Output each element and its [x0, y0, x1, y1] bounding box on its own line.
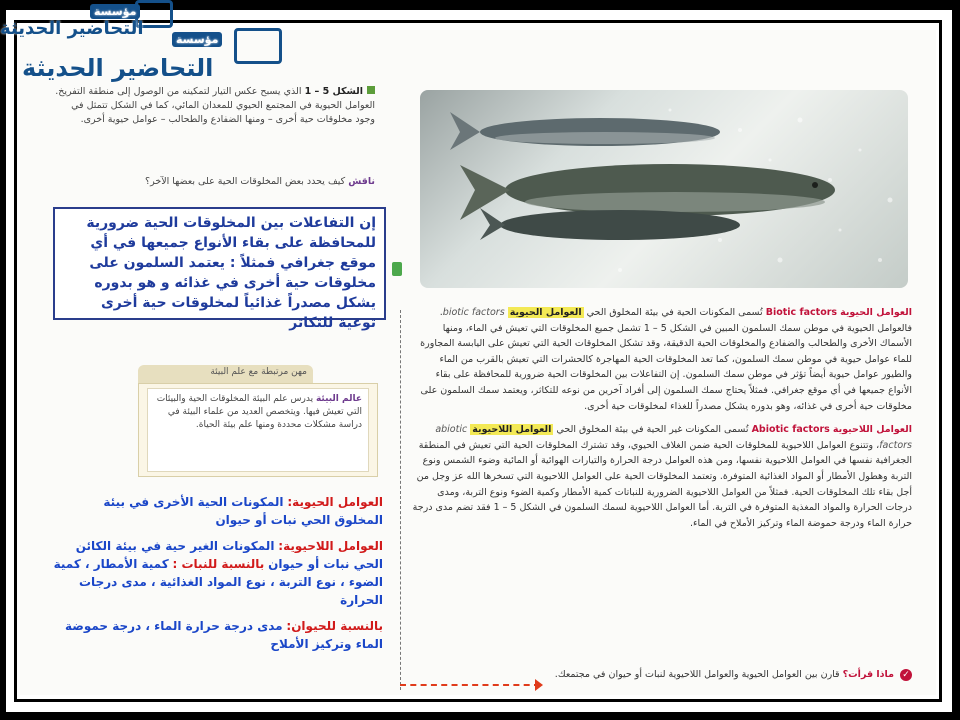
figure-question: [55, 175, 375, 189]
biotic-text-1: تُسمى المكونات الحية في بيئة المخلوق الحي: [586, 307, 763, 318]
note-animal-text: مدى درجة حرارة الماء ، درجة حموضة الماء وتركيز الأملاح: [64, 619, 383, 651]
salmon-photo: [420, 90, 908, 288]
abiotic-text-1: تُسمى المكونات غير الحية في بيئة المخلوق الحي: [556, 424, 749, 436]
logo-org-word: مؤسسة: [90, 4, 140, 19]
cart-icon: [234, 28, 282, 64]
figure-caption-line2: العوامل الحيوية في المجتمع الحيوي للمعدان: [202, 100, 375, 111]
figure-caption-line3: المائي، كما في الشكل تتمثل في وجود مخلوقات حية أخرى – ومنها الضفادع والطحالب – عوامل حيوية أخرى.: [71, 100, 375, 125]
biotic-en-inline: biotic factors: [442, 307, 505, 318]
logo-name: التحاضير الحديثة: [0, 18, 144, 39]
career-card-text: يدرس علم البيئة المخلوقات الحية والبيئات التي تعيش فيها. ويتخصص العديد من علماء البيئة في دراسة مشكلات محددة ومنها علم بيئة الحياة.: [156, 394, 362, 430]
figure-question-text: كيف يحدد بعض المخلوقات الحية على بعضها الآخر؟: [145, 176, 346, 187]
page-marker-icon: [392, 262, 402, 276]
figure-caption-line1: الذي يسبح عكس التيار لتمكينه من الوصول إلى منطقة التفريخ.: [55, 86, 302, 97]
logo-org-word: مؤسسة: [172, 32, 222, 47]
biotic-text-2: . فالعوامل الحيوية في موطن سمك السلمون المبين في الشكل 5 – 1 تشمل جميع المخلوقات التي تعيش في الماء، ومنها الأسماك الأخرى والطحالب والضفادع والمخلوقات الحية الدقيقة، وقد تشكل المخلوقات الحية التي تعيش على اليابسة المجاورة للماء عوامل حيوية في موطن سمك السلمون، كما تعد المخلوقات الحية المهاجرة كالحشرات التي تعيش بالقرب من الماء والطيور عوامل حيوية أيضاً تؤثر في موطن سمك السلمون. إن التفاعلات بين المخلوقات الحية ضرورية للمحافظة على بقاء الأنواع جميعها في أي موقع جغرافي. فمثلاً يحتاج سمك السلمون إلى أفراد آخرين من نوعه للتكاثر، ويعتمد سمك السلمون على مخلوقات حية أخرى في غذائه، وهو بدوره يشكل مصدراً للغذاء لمخلوقات حية أخرى.: [420, 307, 912, 412]
career-card: [138, 365, 378, 477]
reading-check-label: ماذا قرأت؟: [842, 669, 894, 680]
note-plant-text: كمية الأمطار ، كمية الضوء ، نوع التربة ، نوع المواد الغذائية ، مدى درجات الحرارة: [53, 557, 383, 607]
fish-top: [450, 112, 720, 150]
salmon-illustration: [420, 90, 908, 288]
note-abiotic-text: المكونات الغير حية في بيئة الكائن الحي نبات أو حيوان: [75, 539, 383, 571]
abiotic-heading-en: Abiotic factors: [751, 424, 830, 436]
reading-check-text: قارن بين العوامل الحيوية والعوامل اللاحيوية لنبات أو حيوان في مجتمعك.: [554, 669, 840, 680]
check-icon: ✓: [900, 669, 912, 681]
reading-check: [412, 667, 912, 682]
annotation-arrow-head: [535, 679, 543, 691]
biotic-highlight: العوامل الحيوية: [509, 307, 582, 318]
career-card-inner: [147, 388, 369, 472]
abiotic-paragraph: [412, 422, 912, 531]
logo-name: التحاضير الحديثة: [22, 54, 214, 82]
career-card-tab: مهن مرتبطة مع علم البيئة: [138, 365, 313, 383]
watermark-logo-large: [22, 28, 262, 88]
note-biotic-title: العوامل الحيوية:: [287, 495, 383, 509]
main-text-column: [412, 305, 912, 539]
biotic-heading-en: Biotic factors: [765, 307, 838, 318]
annotation-arrow: [400, 684, 540, 686]
note-biotic-text: المكونات الحية الأخرى في بيئة المخلوق الحي نبات أو حيوان: [103, 495, 383, 527]
abiotic-highlight: العوامل اللاحيوية: [472, 424, 552, 436]
figure-question-label: ناقش: [348, 176, 375, 187]
note-animal-title: بالنسبة للحيوان:: [286, 619, 383, 633]
career-card-highlight: عالم البيئة: [315, 394, 362, 404]
column-divider: [400, 310, 401, 690]
note-plant-title: بالنسبة للنبات :: [172, 557, 265, 571]
abiotic-text-2: ، وتتنوع العوامل اللاحيوية للمخلوقات الحية ضمن الغلاف الحيوي، وقد تشترك المخلوقات الحية التي تعيش في المنطقة الجغرافية نفسها في العوامل اللاحيوية نفسها، ومن هذه العوامل درجة الحرارة والتيارات الهوائية أو المائية وضوء الشمس ونوع التربة وهطول الأمطار أو المواد الغذائية المتوفرة. وتعتمد المخلوقات الحية على العوامل اللاحيوية التي تسخرها الله عز وجل من أجل بقاء تلك المخلوقات الحية. فمثلاً من العوامل اللاحيوية الضرورية للنباتات كمية الأمطار وكمية الضوء ونوع التربة، ومدى درجات الحرارة والمواد المغذية المتوفرة في التربة. أما العوامل اللاحيوية لسمك السلمون في الشكل 5 – 1 فقد تضم مدى درجة حرارة الماء ودرجة حموضة الماء وتركيز الأملاح في الماء.: [412, 439, 912, 529]
note-animal: [53, 617, 383, 653]
note-abiotic: [53, 537, 383, 609]
figure-marker-icon: [367, 86, 375, 94]
note-abiotic-title: العوامل اللاحيوية:: [278, 539, 383, 553]
handwritten-notes: [53, 493, 383, 661]
textbook-page: [20, 30, 936, 695]
handwritten-note-box: [53, 207, 386, 331]
abiotic-heading-ar: العوامل اللاحيوية: [832, 424, 912, 436]
biotic-paragraph: [412, 305, 912, 414]
figure-caption: [55, 85, 375, 127]
note-box-text: إن التفاعلات بين المخلوقات الحية ضرورية للمحافظة على بقاء الأنواع جميعها في أي موقع جغرافي فمثلاً : يعتمد السلمون على مخلوقات حية أخرى في غذائه و هو بدوره يشكل مصدراً غذائياً لمخلوقات حية أخرى توعية للتكاثر: [86, 215, 376, 331]
abiotic-en-inline: abiotic factors: [435, 424, 912, 451]
figure-number: الشكل 5 – 1: [304, 86, 363, 97]
note-biotic: [53, 493, 383, 529]
biotic-heading-ar: العوامل الحيوية: [840, 307, 912, 318]
career-card-body: [138, 383, 378, 477]
